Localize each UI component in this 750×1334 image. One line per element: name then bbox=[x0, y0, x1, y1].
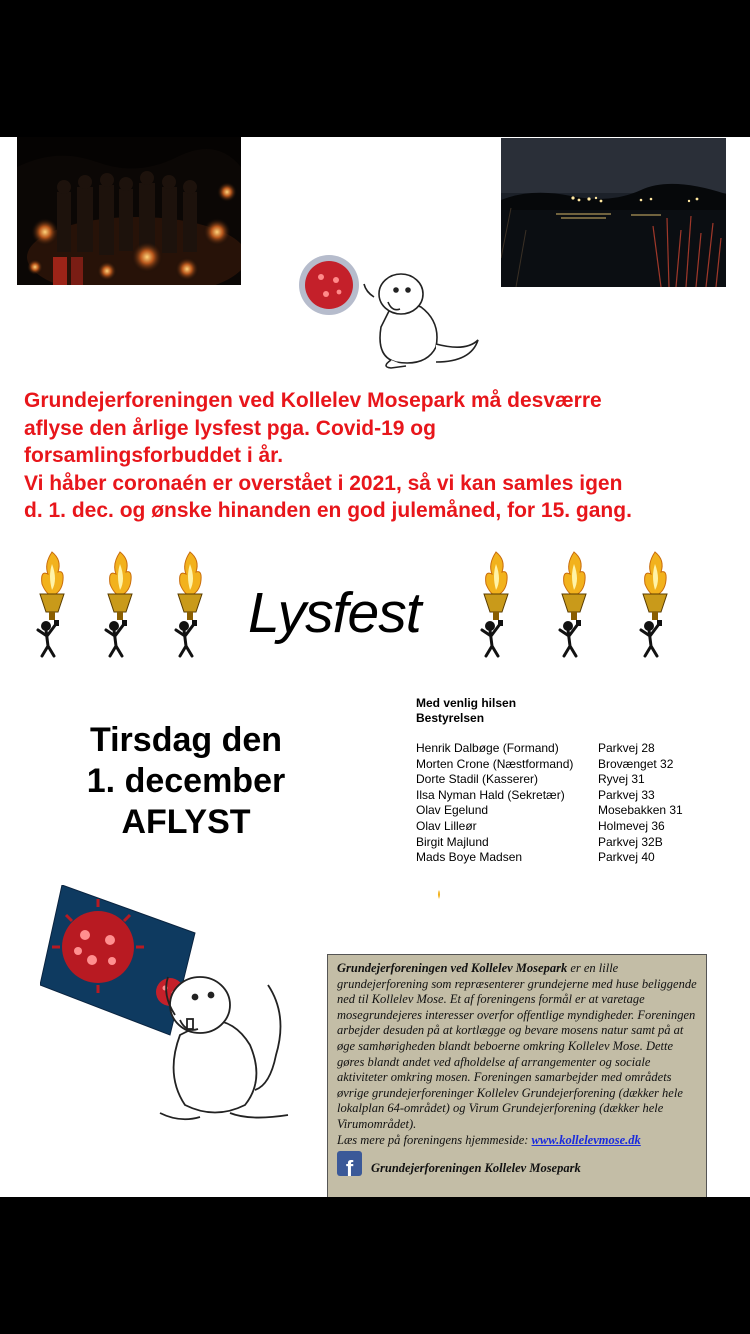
headline-line-4: Vi håber coronaén er overstået i 2021, så vi kan samles igen bbox=[24, 471, 623, 495]
lysfest-title: Lysfest bbox=[248, 581, 421, 645]
read-more-text: Læs mere på foreningens hjemmeside: bbox=[337, 1132, 532, 1147]
website-link[interactable]: www.kollelevmose.dk bbox=[531, 1132, 641, 1147]
list-item bbox=[416, 741, 683, 757]
member-address: Parkvej 28 bbox=[598, 741, 655, 755]
beaver-virus-top-illustration bbox=[296, 252, 481, 370]
member-name: Henrik Dalbøge (Formand) bbox=[416, 741, 559, 755]
member-address: Mosebakken 31 bbox=[598, 803, 683, 818]
member-address: Parkvej 32B bbox=[598, 834, 663, 849]
greeting-line-1: Med venlig hilsen bbox=[416, 696, 517, 710]
virus-icon bbox=[299, 255, 359, 315]
small-torch-icon bbox=[436, 890, 442, 900]
member-address: Brovænget 32 bbox=[598, 756, 674, 771]
member-address: Ryvej 31 bbox=[598, 772, 645, 787]
event-date-block bbox=[40, 720, 332, 843]
torch-icon bbox=[633, 550, 677, 658]
torch-icon bbox=[552, 550, 596, 658]
member-name: Mads Boye Madsen bbox=[416, 850, 523, 865]
list-item bbox=[416, 757, 683, 773]
beaver-virus-bottom-illustration bbox=[40, 885, 295, 1125]
member-name: Morten Crone (Næstformand) bbox=[416, 756, 574, 771]
torch-icon bbox=[98, 550, 142, 658]
headline-line-2: aflyse den årlige lysfest pga. Covid-19 og bbox=[24, 416, 436, 440]
info-text bbox=[337, 961, 699, 1133]
headline-line-5: d. 1. dec. og ønske hinanden en god julemåned, for 15. gang. bbox=[24, 499, 632, 522]
member-name: Birgit Majlund bbox=[416, 834, 489, 849]
info-body: er en lille grundejerforening som repræsenterer grundejerne med huse beliggende ned til Kollelev Mose. Et af foreningens formål er at varetage mosegrundejeres interesser overfor offentlige myndigheder. Foreningen arbejder desuden på at kortlægge og bevare mosens natur samt på at øge samhørigheden blandt beboerne omkring Kollelev Mose. Dette gøres blandt andet ved afholdelse af arrangementer og sociale aktiviteter omkring mosen. Foreningen samarbejder med områdets øvrige grundejerforeninger Kollelev Grundejerforening (dækker hele lokalplan 64-området) og Virum Grundejerforening (dækker hele Virumområdet). bbox=[337, 961, 697, 1131]
member-name: Ilsa Nyman Hald (Sekretær) bbox=[416, 787, 565, 802]
event-day: Tirsdag den bbox=[89, 721, 283, 759]
facebook-icon[interactable]: f bbox=[337, 1151, 362, 1176]
photo-lake-night bbox=[501, 138, 726, 287]
member-name: Olav Egelund bbox=[416, 803, 489, 818]
facebook-label: Grundejerforeningen Kollelev Mosepark bbox=[371, 1161, 581, 1176]
list-item bbox=[416, 803, 683, 819]
association-info-box bbox=[327, 954, 707, 1197]
org-name: Grundejerforeningen ved Kollelev Mosepark bbox=[337, 961, 568, 975]
beaver-icon bbox=[160, 977, 288, 1119]
greeting-line-2: Bestyrelsen bbox=[416, 711, 485, 725]
list-item bbox=[416, 850, 683, 866]
beaver-icon bbox=[364, 274, 478, 368]
read-more-line bbox=[337, 1133, 699, 1149]
greeting bbox=[416, 696, 516, 726]
torch-icon bbox=[474, 550, 518, 658]
member-name: Olav Lilleør bbox=[416, 818, 477, 833]
headline-line-1: Grundejerforeningen ved Kollelev Mosepark må desværre bbox=[24, 389, 602, 412]
board-member-list bbox=[416, 741, 683, 866]
event-status: AFLYST bbox=[121, 803, 251, 841]
member-address: Parkvej 40 bbox=[598, 850, 655, 865]
torch-icon bbox=[30, 550, 74, 658]
member-name: Dorte Stadil (Kasserer) bbox=[416, 772, 539, 787]
cancellation-headline bbox=[24, 387, 744, 525]
headline-line-3: forsamlingsforbuddet i år. bbox=[24, 444, 284, 467]
photo-candle-gathering bbox=[17, 137, 241, 285]
facebook-row bbox=[337, 1151, 699, 1181]
list-item bbox=[416, 772, 683, 788]
list-item bbox=[416, 835, 683, 851]
event-date: 1. december bbox=[86, 762, 286, 800]
list-item bbox=[416, 819, 683, 835]
member-address: Holmevej 36 bbox=[598, 818, 665, 833]
member-address: Parkvej 33 bbox=[598, 787, 655, 802]
flyer-document bbox=[0, 137, 750, 1197]
torch-icon bbox=[168, 550, 212, 658]
list-item bbox=[416, 788, 683, 804]
